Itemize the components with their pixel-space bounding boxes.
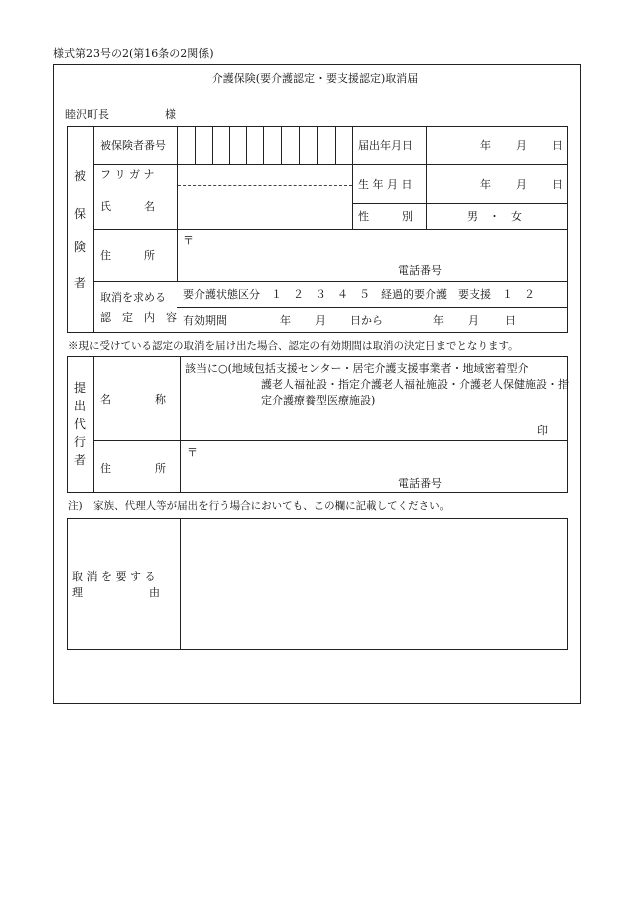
insured-side-char: 険 — [73, 240, 86, 254]
agent-name-label: 名 称 — [100, 393, 166, 406]
agent-side-char: 者 — [73, 453, 86, 467]
agent-address-label: 住 所 — [100, 462, 166, 475]
agent-type-line-1[interactable]: 該当に○(地域包括支援センター・居宅介護支援事業者・地域密着型介 — [185, 362, 529, 375]
sex-options[interactable]: 男 ・ 女 — [467, 210, 522, 223]
recipient: 睦沢町長 — [65, 108, 109, 121]
form-number: 様式第23号の2(第16条の2関係) — [53, 47, 214, 60]
validity-to-month: 月 — [468, 314, 479, 327]
care-level-options[interactable]: 要介護状態区分 １ ２ ３ ４ ５ 経過的要介護 要支援 １ ２ — [183, 288, 535, 301]
agent-side-char: 行 — [73, 435, 86, 449]
name-label: 氏 名 — [100, 200, 155, 213]
sex-label: 性 別 — [358, 210, 413, 223]
birth-unit-year: 年 — [480, 178, 491, 191]
birth-unit-month: 月 — [516, 178, 527, 191]
seal-mark: 印 — [537, 424, 548, 437]
filing-date-label: 届出年月日 — [358, 139, 413, 152]
agent-side-char: 代 — [73, 417, 86, 431]
date-unit-year: 年 — [480, 139, 491, 152]
validity-from-month: 月 — [315, 314, 326, 327]
family-note: 注) 家族、代理人等が届出を行う場合においても、この欄に記載してください。 — [68, 500, 451, 512]
recipient-honorific: 様 — [165, 108, 176, 121]
furigana-label: フ リ ガ ナ — [100, 168, 155, 181]
reason-label-2: 理 由 — [72, 586, 160, 599]
date-unit-month: 月 — [516, 139, 527, 152]
birth-unit-day: 日 — [552, 178, 563, 191]
reason-entry-area[interactable] — [181, 519, 567, 649]
cancel-label-1: 取消を求める — [100, 291, 166, 304]
validity-from-day: 日 — [350, 314, 361, 327]
insured-address-label: 住 所 — [100, 249, 155, 262]
agent-type-line-2[interactable]: 護老人福祉設・指定介護老人福祉施設・介護老人保健施設・指 — [261, 378, 569, 391]
birthdate-label: 生 年 月 日 — [358, 178, 413, 191]
reason-label-1: 取 消 を 要 す る — [72, 570, 156, 583]
insured-side-char: 保 — [73, 207, 86, 221]
date-unit-day: 日 — [552, 139, 563, 152]
validity-label: 有効期間 — [183, 314, 227, 327]
validity-from-year: 年 — [280, 314, 291, 327]
agent-type-line-3[interactable]: 定介護療養型医療施設) — [261, 394, 376, 407]
agent-side-char: 出 — [73, 399, 86, 413]
insured-side-char: 者 — [73, 276, 86, 290]
insured-number-label: 被保険者番号 — [100, 139, 166, 152]
insured-phone-label: 電話番号 — [398, 264, 442, 277]
validity-to-year: 年 — [433, 314, 444, 327]
validity-from-suffix: から — [361, 314, 383, 327]
validity-to-day: 日 — [505, 314, 516, 327]
agent-postal-mark: 〒 — [187, 446, 198, 459]
insured-side-char: 被 — [73, 169, 86, 183]
cancel-label-2: 認 定 内 容 — [100, 311, 177, 324]
agent-phone-label: 電話番号 — [398, 477, 442, 490]
insured-postal-mark: 〒 — [183, 234, 194, 247]
form-title: 介護保険(要介護認定・要支援認定)取消届 — [211, 72, 419, 85]
cancellation-notice: ※現に受けている認定の取消を届け出た場合、認定の有効期間は取消の決定日までとなります。 — [68, 340, 519, 352]
agent-side-char: 提 — [73, 381, 86, 395]
